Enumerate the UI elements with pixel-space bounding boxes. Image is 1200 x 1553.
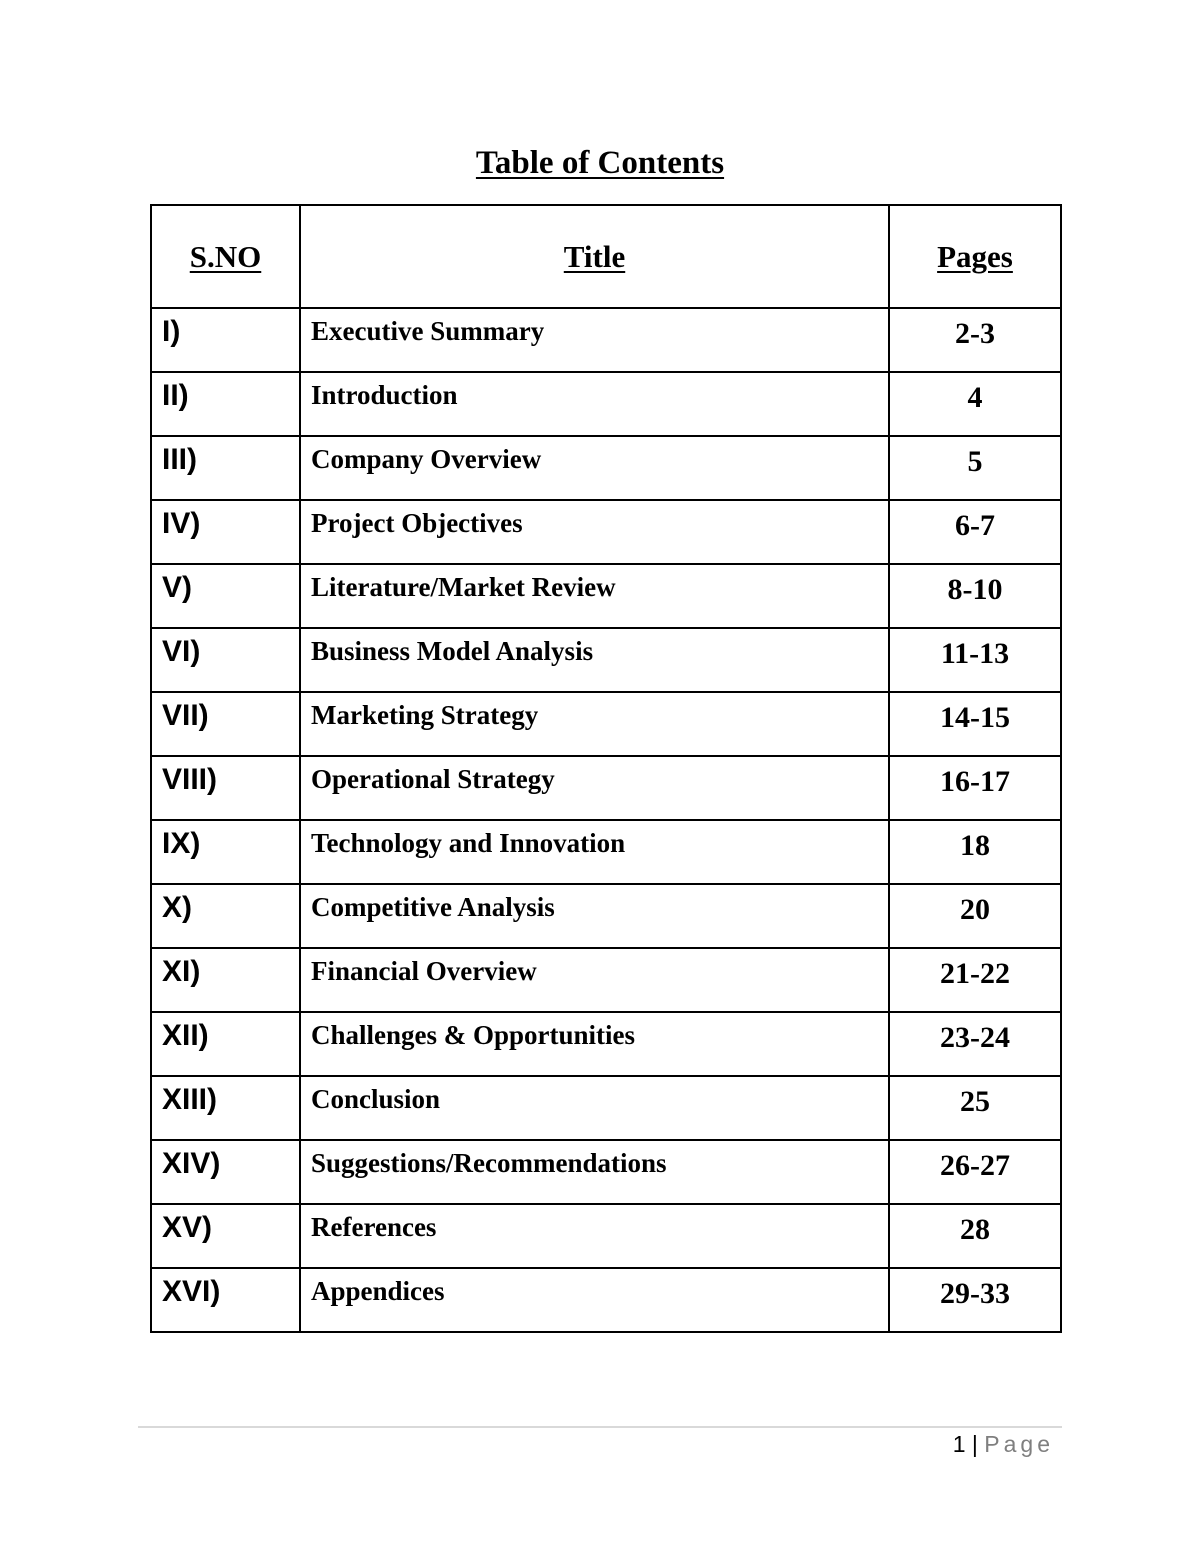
toc-row [151,436,1061,500]
footer-page-number: 1 [952,1431,966,1457]
toc-row [151,1140,1061,1204]
row-sno: IX) [151,820,300,884]
toc-row [151,372,1061,436]
toc-row [151,1012,1061,1076]
toc-table [150,204,1062,1333]
row-sno: VI) [151,628,300,692]
row-sno: II) [151,372,300,436]
row-sno: III) [151,436,300,500]
row-sno: XVI) [151,1268,300,1332]
toc-row [151,820,1061,884]
row-pages: 20 [889,884,1061,948]
toc-row [151,1204,1061,1268]
row-sno: X) [151,884,300,948]
row-title: Challenges & Opportunities [300,1012,889,1076]
row-pages: 8-10 [889,564,1061,628]
toc-row [151,756,1061,820]
row-sno: XV) [151,1204,300,1268]
row-sno: VII) [151,692,300,756]
row-sno: IV) [151,500,300,564]
row-pages: 18 [889,820,1061,884]
row-title: Operational Strategy [300,756,889,820]
row-pages: 29-33 [889,1268,1061,1332]
row-sno: XIII) [151,1076,300,1140]
row-title: Technology and Innovation [300,820,889,884]
footer-page-label: Page [984,1431,1054,1457]
row-title: Literature/Market Review [300,564,889,628]
row-pages: 5 [889,436,1061,500]
row-title: Executive Summary [300,308,889,372]
toc-row [151,564,1061,628]
row-pages: 25 [889,1076,1061,1140]
row-title: Introduction [300,372,889,436]
row-title: Competitive Analysis [300,884,889,948]
toc-row [151,308,1061,372]
toc-row [151,500,1061,564]
row-pages: 26-27 [889,1140,1061,1204]
row-pages: 6-7 [889,500,1061,564]
row-sno: VIII) [151,756,300,820]
toc-header-row [151,205,1061,308]
row-pages: 21-22 [889,948,1061,1012]
page-title: Table of Contents [475,145,725,181]
header-pages: Pages [889,205,1061,308]
row-title: References [300,1204,889,1268]
toc-row [151,884,1061,948]
row-pages: 4 [889,372,1061,436]
page-footer [953,1430,1054,1458]
row-sno: V) [151,564,300,628]
toc-row [151,628,1061,692]
row-sno: XIV) [151,1140,300,1204]
toc-row [151,692,1061,756]
row-pages: 2-3 [889,308,1061,372]
toc-row [151,948,1061,1012]
row-title: Suggestions/Recommendations [300,1140,889,1204]
row-pages: 14-15 [889,692,1061,756]
row-title: Conclusion [300,1076,889,1140]
header-sno: S.NO [151,205,300,308]
row-sno: XII) [151,1012,300,1076]
row-sno: I) [151,308,300,372]
row-title: Marketing Strategy [300,692,889,756]
toc-row [151,1268,1061,1332]
row-pages: 16-17 [889,756,1061,820]
row-title: Business Model Analysis [300,628,889,692]
row-title: Appendices [300,1268,889,1332]
row-title: Financial Overview [300,948,889,1012]
row-title: Project Objectives [300,500,889,564]
row-pages: 28 [889,1204,1061,1268]
header-title: Title [300,205,889,308]
row-pages: 23-24 [889,1012,1061,1076]
row-title: Company Overview [300,436,889,500]
row-sno: XI) [151,948,300,1012]
footer-separator: | [971,1431,978,1457]
row-pages: 11-13 [889,628,1061,692]
footer-divider [138,1426,1062,1428]
toc-row [151,1076,1061,1140]
